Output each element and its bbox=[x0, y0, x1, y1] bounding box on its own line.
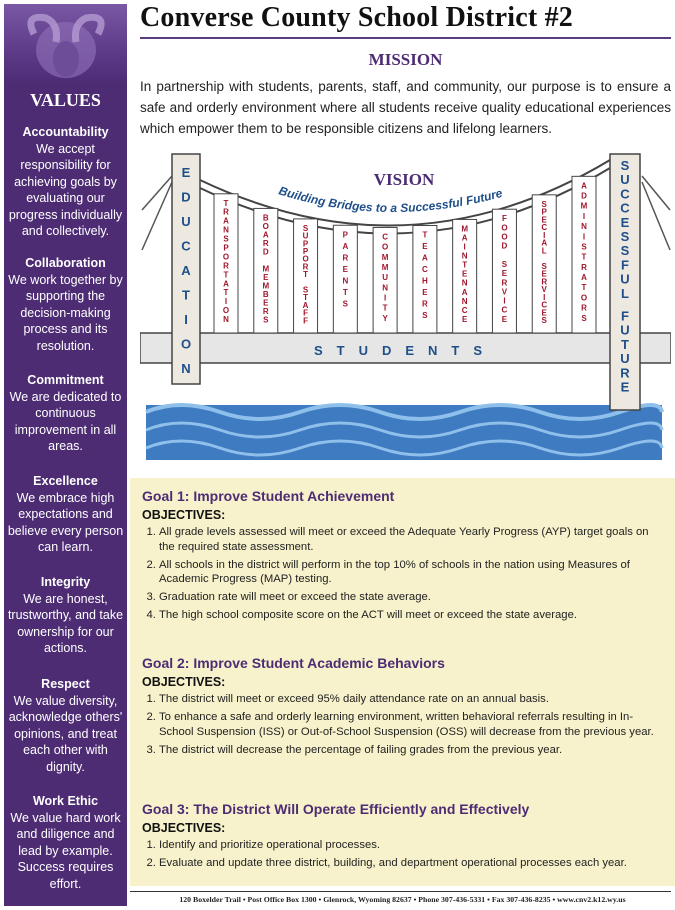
mission-text: In partnership with students, parents, staff, and community, our purpose is to ensure a safe and orderly environment where all students receive quality educational experiences which empower them to be responsible citizens and lifelong learners. bbox=[140, 79, 671, 136]
tower-letter: T bbox=[182, 287, 190, 303]
pillar-label: C bbox=[541, 300, 548, 310]
pillar-label: M bbox=[580, 201, 588, 211]
pillar-label: E bbox=[541, 215, 547, 225]
tower-letter: L bbox=[621, 285, 629, 301]
pillar-label: A bbox=[461, 287, 468, 297]
right-tower-label bbox=[620, 158, 630, 395]
tower-letter: F bbox=[621, 308, 629, 324]
footer-contact: 120 Boxelder Trail • Post Office Box 1300 • Glenrock, Wyoming 82637 • Phone 307-436-5331 • Fax 307-436-8235 • www.cnv2.k12.wy.us bbox=[179, 895, 626, 904]
tower-letter: N bbox=[181, 361, 191, 376]
objective-item: 2. All schools in the district will perform in the top 10% of schools in the nation using Measures of Academic Progress (MAP) testing. bbox=[159, 558, 667, 587]
pillar-label: M bbox=[381, 252, 389, 262]
goal-title: Goal 1: Improve Student Achievement bbox=[142, 488, 395, 504]
goal-3 bbox=[142, 801, 667, 874]
tower-letter: U bbox=[620, 172, 630, 188]
pillar-label: T bbox=[342, 287, 348, 297]
tower-letter: C bbox=[620, 186, 630, 202]
pillar-label: P bbox=[223, 243, 229, 253]
pillar-label: O bbox=[222, 306, 230, 316]
pillar-label: A bbox=[541, 238, 548, 248]
pillar-label: R bbox=[581, 262, 587, 272]
pillar-label: B bbox=[262, 213, 269, 223]
pillar-label: P bbox=[342, 230, 349, 240]
mission-heading: MISSION bbox=[368, 50, 443, 69]
pillar-label: S bbox=[501, 259, 508, 269]
pillar-label: T bbox=[382, 303, 388, 313]
tower-letter: E bbox=[181, 165, 191, 180]
pillar-label: M bbox=[262, 264, 270, 274]
pillar-label: A bbox=[581, 181, 587, 191]
tower-letter: R bbox=[620, 365, 630, 381]
value-excellence: Excellence We embrace high expectations and believe every person can learn. bbox=[7, 474, 124, 554]
pillar-label: A bbox=[421, 253, 428, 263]
tower-letter: A bbox=[181, 263, 191, 278]
pillar-label: C bbox=[541, 223, 548, 233]
tower-letter: C bbox=[181, 238, 191, 254]
objectives-label: OBJECTIVES: bbox=[142, 675, 226, 689]
pillar-label: T bbox=[223, 198, 229, 208]
title-divider bbox=[140, 37, 671, 39]
pillar-label: R bbox=[501, 278, 508, 288]
value-collaboration: Collaboration We work together by supporting the decision-making process and its resolution. bbox=[8, 256, 123, 353]
pillar-label: O bbox=[501, 232, 508, 242]
footer-divider bbox=[130, 891, 671, 892]
pillar-label: I bbox=[543, 292, 546, 302]
pillar-label: I bbox=[463, 242, 466, 252]
pillar-label: R bbox=[223, 207, 229, 217]
pillar-label: S bbox=[581, 242, 587, 252]
value-accountability: Accountability We accept responsibility for achieving goals by evaluating our progress individually and collectively. bbox=[8, 125, 123, 238]
pillar-label: L bbox=[541, 246, 547, 256]
pillar-label: E bbox=[541, 269, 547, 279]
pillar-label: T bbox=[581, 283, 587, 293]
objective-item: 3. Graduation rate will meet or exceed the state average. bbox=[159, 590, 667, 605]
pillar-label: I bbox=[224, 297, 228, 307]
pillar-label: B bbox=[262, 289, 269, 299]
pillar-label: N bbox=[581, 222, 587, 232]
pillar-label: E bbox=[461, 269, 468, 279]
pillar-label: O bbox=[302, 254, 309, 264]
mascot-image bbox=[4, 4, 127, 84]
pillar-label: I bbox=[582, 211, 586, 221]
tower-letter: E bbox=[620, 379, 630, 395]
objective-item: 2. Evaluate and update three district, building, and department operational processes each year. bbox=[159, 856, 667, 871]
page-title: Converse County School District #2 bbox=[140, 2, 573, 33]
pillar-label: I bbox=[582, 232, 586, 242]
pillar-label: A bbox=[262, 230, 269, 240]
pillar-label: E bbox=[342, 264, 349, 274]
pillar-label: E bbox=[501, 269, 508, 279]
value-integrity: Integrity We are honest, trustworthy, and take ownership for our actions. bbox=[7, 575, 124, 655]
pillar-label: T bbox=[462, 260, 468, 270]
pillar-label: U bbox=[382, 273, 389, 283]
pillar-label: N bbox=[461, 278, 468, 288]
pillar-label: I bbox=[383, 293, 387, 303]
pillar-label: D bbox=[262, 247, 269, 257]
pillar-label: O bbox=[262, 221, 269, 231]
pillar-label: O bbox=[501, 223, 508, 233]
pillar-label: C bbox=[382, 232, 389, 242]
pillar-label: E bbox=[422, 242, 428, 252]
pillar-label: A bbox=[302, 300, 309, 310]
pillar-label: T bbox=[303, 293, 309, 303]
pillar-label: N bbox=[382, 283, 389, 293]
pillar-label: A bbox=[342, 241, 349, 251]
goal-2 bbox=[142, 655, 667, 761]
pillar-label: R bbox=[302, 262, 309, 272]
tower-letter: U bbox=[181, 214, 191, 229]
pillar-label: R bbox=[541, 277, 548, 287]
pillar-label: T bbox=[422, 230, 428, 240]
pillar-label: V bbox=[541, 285, 547, 295]
tower-letter: S bbox=[620, 158, 630, 173]
pillar-label: E bbox=[263, 298, 269, 308]
pillar-label: I bbox=[503, 296, 506, 306]
pillar-label: P bbox=[541, 207, 547, 217]
pillar-label: F bbox=[501, 214, 507, 224]
goal-title: Goal 3: The District Will Operate Efficiently and Effectively bbox=[142, 801, 530, 817]
pillar-label: R bbox=[342, 253, 349, 263]
pillar-label: F bbox=[303, 308, 309, 318]
pillar-label: S bbox=[302, 223, 309, 233]
pillar-label: O bbox=[222, 252, 230, 262]
pillar-label: T bbox=[223, 288, 229, 298]
pillar-label: R bbox=[421, 299, 428, 309]
pillar-label: C bbox=[501, 305, 508, 315]
goals-panel bbox=[130, 478, 675, 886]
pillar-label: M bbox=[381, 262, 389, 272]
pillars-group bbox=[214, 176, 596, 333]
values-sidebar bbox=[4, 4, 127, 906]
pillar-label: I bbox=[543, 230, 546, 240]
pillar-label: T bbox=[223, 270, 229, 280]
objectives-label: OBJECTIVES: bbox=[142, 508, 226, 522]
tower-letter: S bbox=[620, 243, 630, 259]
tower-letter: O bbox=[180, 336, 192, 352]
tower-letter: U bbox=[620, 322, 630, 338]
pillar-label: S bbox=[541, 316, 547, 326]
tower-letter: F bbox=[621, 257, 629, 273]
pillar-label: S bbox=[541, 199, 547, 209]
pillar-label: P bbox=[302, 239, 309, 249]
value-work-ethic: Work Ethic We value hard work and diligence and lead by example. Success requires effort. bbox=[10, 794, 121, 891]
objectives-label: OBJECTIVES: bbox=[142, 821, 226, 835]
objective-item: 1. The district will meet or exceed 95% daily attendance rate on an annual basis. bbox=[159, 692, 667, 707]
objective-item: 1. Identify and prioritize operational processes. bbox=[159, 838, 667, 853]
pillar-label: N bbox=[223, 225, 229, 235]
pillar-label: E bbox=[461, 314, 468, 324]
pillar-label: V bbox=[501, 287, 508, 297]
pillar-label: T bbox=[581, 252, 587, 262]
pillar-label: R bbox=[581, 303, 587, 313]
pillar-label: S bbox=[223, 234, 229, 244]
pillar-label: N bbox=[461, 296, 468, 306]
pillar-label: R bbox=[262, 306, 269, 316]
left-tower-label bbox=[181, 165, 191, 376]
pillar-label: S bbox=[422, 311, 428, 321]
pillar-label: O bbox=[580, 293, 588, 303]
pillar-label: N bbox=[342, 276, 349, 286]
pillar-label: P bbox=[302, 247, 309, 257]
pillar-label: N bbox=[223, 315, 229, 325]
pillar-label: A bbox=[223, 216, 229, 226]
pillar-label: E bbox=[422, 288, 428, 298]
pillar-label: S bbox=[302, 285, 309, 295]
pillar-label: S bbox=[581, 313, 587, 323]
pillar-label: H bbox=[421, 276, 428, 286]
tower-letter: U bbox=[620, 351, 630, 367]
pillar-label: O bbox=[381, 242, 389, 252]
pillar-label: S bbox=[263, 315, 269, 325]
tower-letter: I bbox=[184, 312, 188, 327]
pillar-label: S bbox=[541, 261, 547, 271]
goal-1 bbox=[142, 488, 667, 626]
pillar-label: T bbox=[303, 270, 309, 280]
pillar-label: A bbox=[223, 279, 229, 289]
vision-heading: VISION bbox=[373, 170, 435, 189]
value-commitment: Commitment We are dedicated to continuous improvement in all areas. bbox=[9, 373, 122, 453]
pillar-label: C bbox=[421, 265, 428, 275]
values-heading: VALUES bbox=[30, 90, 101, 110]
objective-item: 3. The district will decrease the percentage of failing grades from the previous year. bbox=[159, 743, 667, 758]
pillar-label: S bbox=[342, 299, 349, 309]
pillar-label: D bbox=[501, 241, 508, 251]
tower-letter: C bbox=[620, 200, 630, 216]
value-respect: Respect We value diversity, acknowledge others' opinions, and treat each other with dignity. bbox=[8, 677, 123, 774]
vision-tagline: Building Bridges to a Successful Future bbox=[277, 183, 504, 216]
tower-letter: U bbox=[620, 271, 630, 287]
pillar-label: D bbox=[581, 191, 587, 201]
tower-letter: E bbox=[620, 214, 630, 230]
objective-item: 1. All grade levels assessed will meet or exceed the Adequate Yearly Progress (AYP) target goals on the required state assessment. bbox=[159, 525, 667, 554]
pillar-label: E bbox=[263, 272, 269, 282]
objective-item: 2. To enhance a safe and orderly learning environment, written behavioral referrals resulting in In-School Suspension (ISS) or Out-of-School Suspension (OSS) will decrease from the previous year. bbox=[159, 710, 667, 739]
pillar-label: N bbox=[461, 251, 468, 261]
pillar-label: M bbox=[262, 281, 270, 291]
vision-bridge-graphic bbox=[140, 150, 671, 470]
pillar-label: A bbox=[581, 273, 587, 283]
pillar-label: A bbox=[461, 233, 468, 243]
pillar-label: R bbox=[223, 261, 229, 271]
tower-letter: S bbox=[620, 229, 630, 244]
pillar-label: R bbox=[262, 238, 269, 248]
pillar-label: Y bbox=[382, 313, 388, 323]
pillar-label: C bbox=[461, 305, 468, 315]
goal-title: Goal 2: Improve Student Academic Behaviors bbox=[142, 655, 445, 671]
tower-letter: T bbox=[621, 336, 629, 352]
pillar-label: M bbox=[461, 224, 469, 234]
pillar-label: E bbox=[541, 308, 547, 318]
pillar-label: U bbox=[302, 231, 309, 241]
deck-label: STUDENTS bbox=[313, 343, 497, 358]
objective-item: 4. The high school composite score on the ACT will meet or exceed the state average. bbox=[159, 608, 667, 623]
tower-letter: D bbox=[181, 189, 191, 205]
pillar-label: F bbox=[303, 316, 309, 326]
pillar-label: E bbox=[501, 314, 508, 324]
